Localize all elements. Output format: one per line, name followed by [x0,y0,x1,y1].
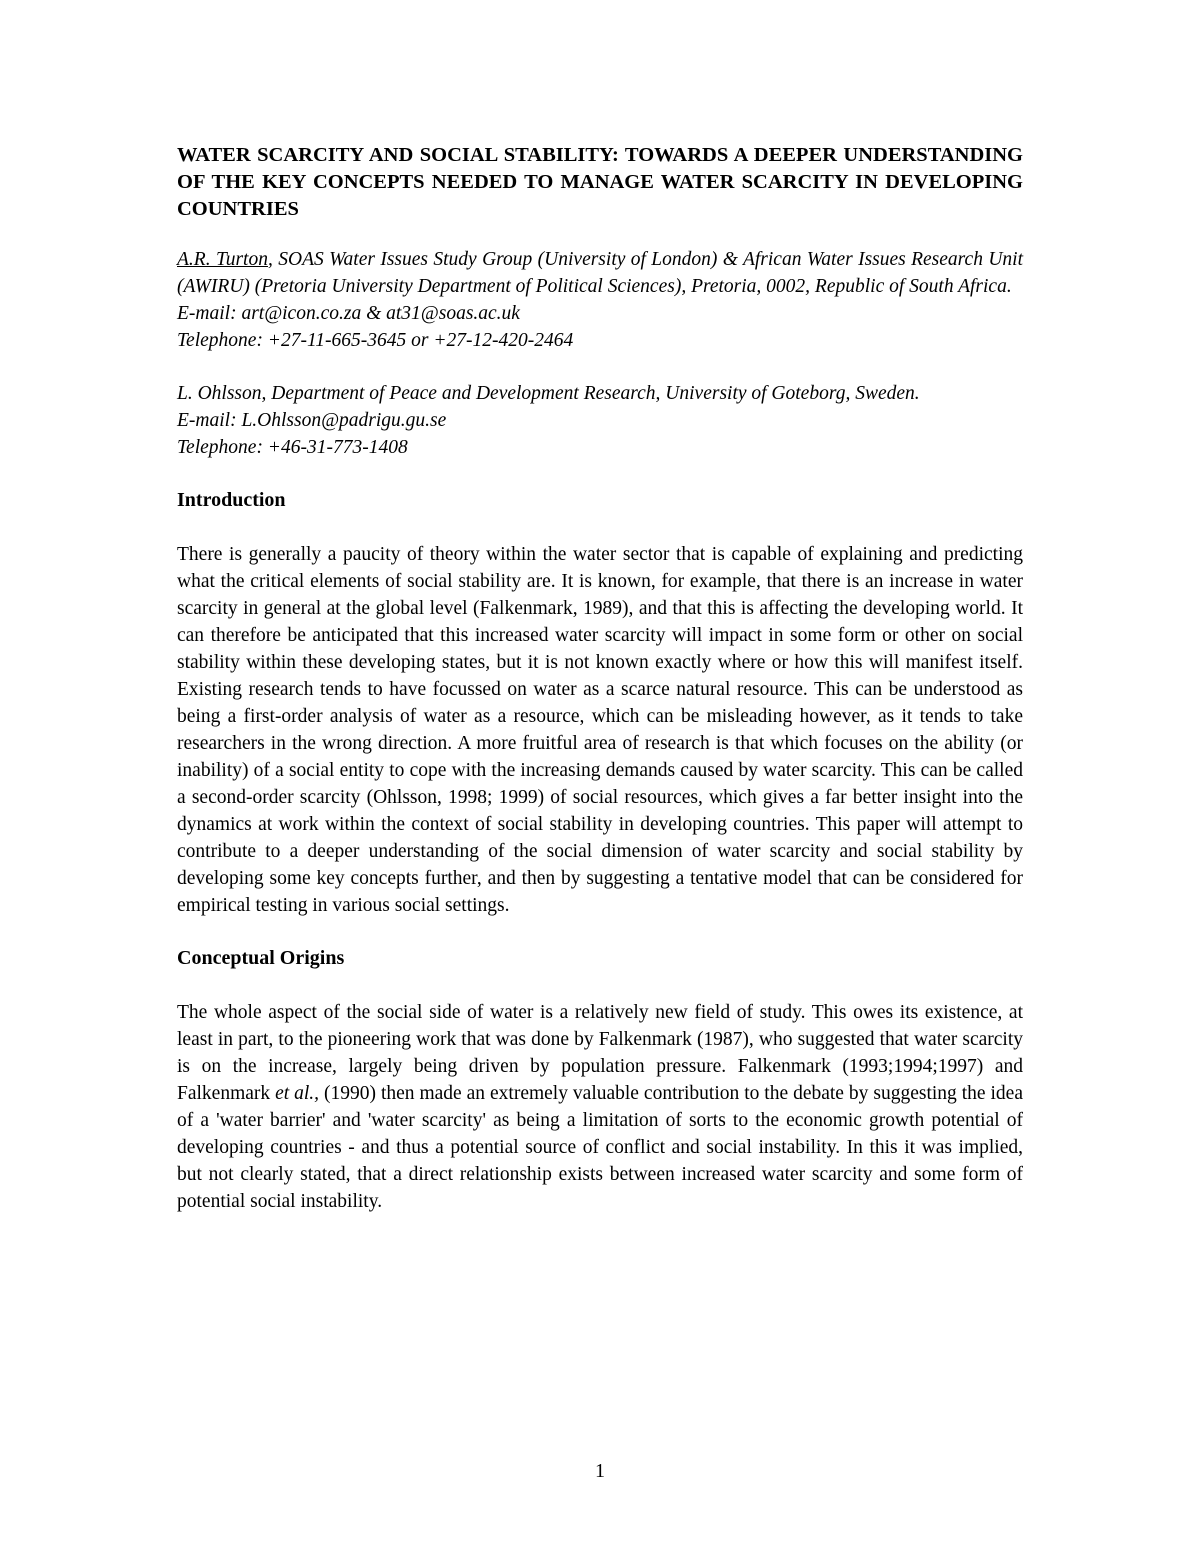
author-1-affiliation [177,246,1023,300]
author-2-phone: Telephone: +46-31-773-1408 [177,437,408,458]
origins-et-al: et al., [275,1083,320,1104]
page-number: 1 [595,1460,605,1482]
author-1-phone: Telephone: +27-11-665-3645 or +27-12-420-2464 [177,330,574,351]
author-1-affiliation-text: , SOAS Water Issues Study Group (University of London) & African Water Issues Research Unit (AWIRU) (Pretoria University Department of Political Sciences), Pretoria, 0002, Republic of South Africa. [177,249,1023,297]
author-2-email: E-mail: L.Ohlsson@padrigu.gu.se [177,410,447,431]
author-1-name: A.R. Turton [177,249,268,270]
author-2-affiliation: L. Ohlsson, Department of Peace and Development Research, University of Goteborg, Sweden. [177,383,920,404]
section-heading-introduction: Introduction [177,489,286,511]
origins-text-part-2: (1990) then made an extremely valuable contribution to the debate by suggesting the idea of a 'water barrier' and 'water scarcity' as being a limitation of sorts to the economic growth potential of developing countries - and thus a potential source of conflict and social instability. In this it was implied, but not clearly stated, that a direct relationship exists between increased water scarcity and some form of potential social instability. [177,1083,1023,1212]
author-1-email: E-mail: art@icon.co.za & at31@soas.ac.uk [177,303,520,324]
paper-title: WATER SCARCITY AND SOCIAL STABILITY: TOWARDS A DEEPER UNDERSTANDING OF THE KEY CONCEPTS NEEDED TO MANAGE WATER SCARCITY IN DEVELOPING COUNTRIES [177,144,1023,220]
author-1-block [177,246,1023,354]
author-2-block [177,380,1023,461]
origins-text-part-1: The whole aspect of the social side of water is a relatively new field of study. This owes its existence, at least in part, to the pioneering work that was done by Falkenmark (1987), who suggested that water scarcity is on the increase, largely being driven by population pressure. Falkenmark (1993;1994;1997) and Falkenmark [177,1002,1023,1104]
conceptual-origins-paragraph [177,999,1023,1215]
page-content [177,142,1023,1215]
introduction-paragraph: There is generally a paucity of theory within the water sector that is capable of explaining and predicting what the critical elements of social stability are. It is known, for example, that there is an increase in water scarcity in general at the global level (Falkenmark, 1989), and that this is affecting the developing world. It can therefore be anticipated that this increased water scarcity will impact in some form or other on social stability within these developing states, but it is not known exactly where or how this will manifest itself. Existing research tends to have focussed on water as a scarce natural resource. This can be understood as being a first-order analysis of water as a resource, which can be misleading however, as it tends to take researchers in the wrong direction. A more fruitful area of research is that which focuses on the ability (or inability) of a social entity to cope with the increasing demands caused by water scarcity. This can be called a second-order scarcity (Ohlsson, 1998; 1999) of social resources, which gives a far better insight into the dynamics at work within the context of social stability in developing countries. This paper will attempt to contribute to a deeper understanding of the social dimension of water scarcity and social stability by developing some key concepts further, and then by suggesting a tentative model that can be considered for empirical testing in various social settings. [177,544,1023,916]
section-heading-conceptual-origins: Conceptual Origins [177,947,345,969]
